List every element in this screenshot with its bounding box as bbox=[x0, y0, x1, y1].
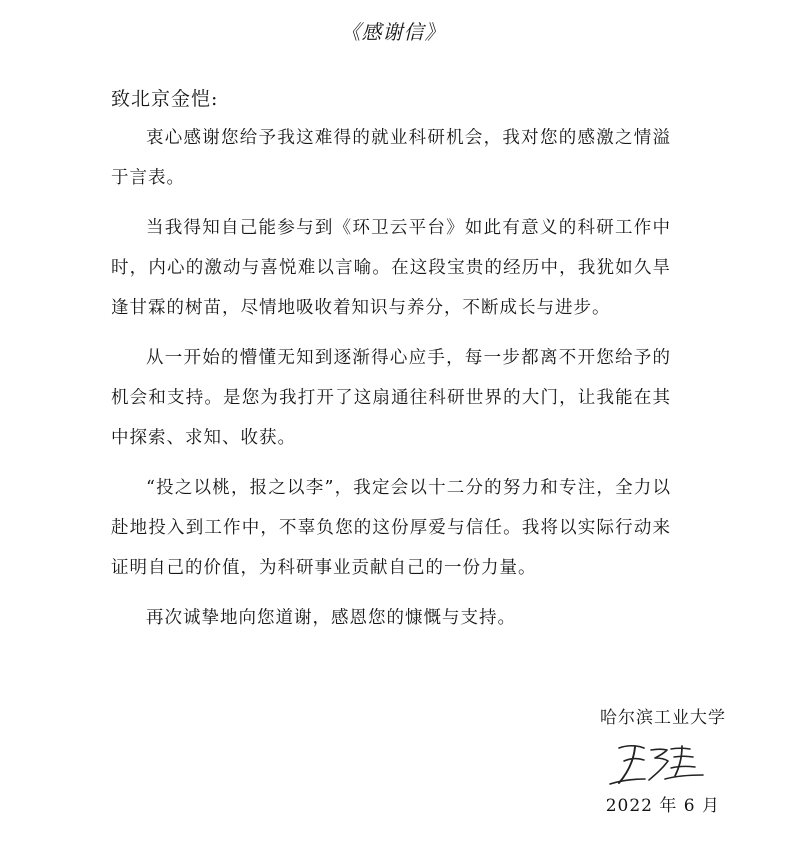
signoff-organization: 哈尔滨工业大学 bbox=[600, 708, 726, 728]
paragraph-4: “投之以桃，报之以李”，我定会以十二分的努力和专注，全力以赴地投入到工作中，不辜负您的这份厚爱与信任。我将以实际行动来证明自己的价值，为科研事业贡献自己的一份力量。 bbox=[111, 478, 671, 578]
letter-salutation: 致北京金恺: bbox=[111, 88, 219, 110]
letter-body bbox=[111, 118, 671, 648]
handwritten-signature bbox=[601, 740, 711, 788]
paragraph-5: 再次诚挚地向您道谢，感恩您的慷慨与支持。 bbox=[146, 608, 516, 628]
signoff-date: 2022 年 6 月 bbox=[605, 796, 720, 816]
paragraph-1: 衷心感谢您给予我这难得的就业科研机会，我对您的感激之情溢于言表。 bbox=[111, 128, 671, 188]
paragraph-2: 当我得知自己能参与到《环卫云平台》如此有意义的科研工作中时，内心的激动与喜悦难以言喻。在这段宝贵的经历中，我犹如久旱逢甘霖的树苗，尽情地吸收着知识与养分，不断成长与进步。 bbox=[111, 218, 671, 318]
letter-title: 《感谢信》 bbox=[340, 20, 446, 44]
paragraph-3: 从一开始的懵懂无知到逐渐得心应手，每一步都离不开您给予的机会和支持。是您为我打开了这扇通往科研世界的大门，让我能在其中探索、求知、收获。 bbox=[111, 348, 671, 448]
